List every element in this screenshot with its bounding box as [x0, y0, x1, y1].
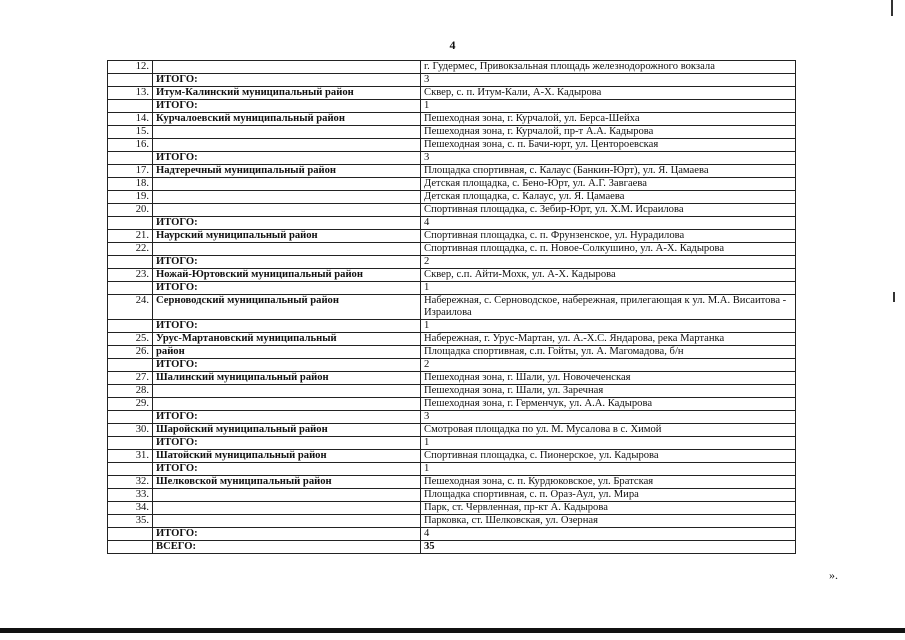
table-row	[108, 424, 796, 437]
table-row	[108, 346, 796, 359]
district-cell	[153, 398, 421, 411]
district-cell	[153, 243, 421, 256]
district-cell: Шалинский муниципальный район	[153, 372, 421, 385]
district-cell: ИТОГО:	[153, 152, 421, 165]
row-number	[108, 100, 153, 113]
location-cell: г. Гудермес, Привокзальная площадь железнодорожного вокзала	[421, 61, 796, 74]
location-cell: 2	[421, 256, 796, 269]
closing-quote-mark: ».	[829, 568, 838, 582]
scan-bottom-edge	[0, 628, 905, 633]
district-cell: ИТОГО:	[153, 528, 421, 541]
row-number	[108, 320, 153, 333]
itogo-row	[108, 411, 796, 424]
table-row	[108, 139, 796, 152]
district-cell	[153, 385, 421, 398]
district-cell: ИТОГО:	[153, 74, 421, 87]
table-row	[108, 113, 796, 126]
row-number: 18.	[108, 178, 153, 191]
district-cell: ИТОГО:	[153, 256, 421, 269]
district-cell: Курчалоевский муниципальный район	[153, 113, 421, 126]
table-row	[108, 502, 796, 515]
row-number: 22.	[108, 243, 153, 256]
district-cell	[153, 139, 421, 152]
itogo-row	[108, 463, 796, 476]
table-row	[108, 204, 796, 217]
itogo-row	[108, 359, 796, 372]
table-row	[108, 87, 796, 100]
row-number: 28.	[108, 385, 153, 398]
district-cell: Шелковской муниципальный район	[153, 476, 421, 489]
row-number: 14.	[108, 113, 153, 126]
location-cell: Площадка спортивная, с. Калаус (Банкин-Юрт), ул. Я. Цамаева	[421, 165, 796, 178]
district-cell: Урус-Мартановский муниципальный	[153, 333, 421, 346]
row-number	[108, 463, 153, 476]
district-cell: Наурский муниципальный район	[153, 230, 421, 243]
district-cell: Шатойский муниципальный район	[153, 450, 421, 463]
itogo-row	[108, 320, 796, 333]
location-cell: 1	[421, 437, 796, 450]
district-cell	[153, 489, 421, 502]
row-number: 29.	[108, 398, 153, 411]
location-cell: Сквер, с.п. Айти-Мохк, ул. А-Х. Кадырова	[421, 269, 796, 282]
row-number: 21.	[108, 230, 153, 243]
district-cell: ИТОГО:	[153, 217, 421, 230]
row-number: 30.	[108, 424, 153, 437]
itogo-row	[108, 528, 796, 541]
table-row	[108, 489, 796, 502]
location-cell: Детская площадка, с. Бено-Юрт, ул. А.Г. Завгаева	[421, 178, 796, 191]
location-cell: Набережная, с. Серноводское, набережная, прилегающая к ул. М.А. Висаитова - Израилова	[421, 295, 796, 320]
location-cell: 1	[421, 282, 796, 295]
district-cell	[153, 191, 421, 204]
table-row	[108, 372, 796, 385]
row-number: 24.	[108, 295, 153, 320]
row-number	[108, 282, 153, 295]
locations-table	[107, 60, 796, 554]
row-number	[108, 437, 153, 450]
row-number	[108, 74, 153, 87]
location-cell: 1	[421, 463, 796, 476]
district-cell	[153, 515, 421, 528]
row-number: 26.	[108, 346, 153, 359]
itogo-row	[108, 256, 796, 269]
table-row	[108, 269, 796, 282]
district-cell: Шаройский муниципальный район	[153, 424, 421, 437]
district-cell: Серноводский муниципальный район	[153, 295, 421, 320]
itogo-row	[108, 74, 796, 87]
location-cell: Пешеходная зона, г. Шали, ул. Заречная	[421, 385, 796, 398]
row-number	[108, 411, 153, 424]
page-number: 4	[449, 38, 456, 52]
district-cell: ИТОГО:	[153, 437, 421, 450]
location-cell: Набережная, г. Урус-Мартан, ул. А.-Х.С. Яндарова, река Мартанка	[421, 333, 796, 346]
scan-mark	[893, 292, 895, 302]
district-cell: ИТОГО:	[153, 320, 421, 333]
location-cell: 3	[421, 152, 796, 165]
row-number: 31.	[108, 450, 153, 463]
district-cell: ИТОГО:	[153, 100, 421, 113]
location-cell: Пешеходная зона, г. Курчалой, пр-т А.А. Кадырова	[421, 126, 796, 139]
district-cell: ВСЕГО:	[153, 541, 421, 554]
table-row	[108, 178, 796, 191]
table-row	[108, 243, 796, 256]
location-cell: Пешеходная зона, с. п. Бачи-юрт, ул. Центороевская	[421, 139, 796, 152]
table-row	[108, 295, 796, 320]
location-cell: Спортивная площадка, с. Зебир-Юрт, ул. Х.М. Исраилова	[421, 204, 796, 217]
district-cell: ИТОГО:	[153, 359, 421, 372]
itogo-row	[108, 437, 796, 450]
location-cell: Смотровая площадка по ул. М. Мусалова в с. Химой	[421, 424, 796, 437]
table-row	[108, 450, 796, 463]
row-number: 33.	[108, 489, 153, 502]
district-cell	[153, 178, 421, 191]
location-cell: 1	[421, 100, 796, 113]
location-cell: Пешеходная зона, с. п. Курдюковское, ул. Братская	[421, 476, 796, 489]
total-row	[108, 541, 796, 554]
district-cell: район	[153, 346, 421, 359]
row-number: 13.	[108, 87, 153, 100]
itogo-row	[108, 100, 796, 113]
table-row	[108, 333, 796, 346]
row-number	[108, 359, 153, 372]
row-number: 16.	[108, 139, 153, 152]
district-cell	[153, 61, 421, 74]
location-cell: Парковка, ст. Шелковская, ул. Озерная	[421, 515, 796, 528]
location-cell: Спортивная площадка, с. п. Новое-Солкушино, ул. А-Х. Кадырова	[421, 243, 796, 256]
table-row	[108, 165, 796, 178]
district-cell	[153, 502, 421, 515]
table-row	[108, 398, 796, 411]
row-number: 27.	[108, 372, 153, 385]
district-cell: ИТОГО:	[153, 282, 421, 295]
location-cell: 1	[421, 320, 796, 333]
location-cell: Площадка спортивная, с.п. Гойты, ул. А. Магомадова, б/н	[421, 346, 796, 359]
row-number	[108, 528, 153, 541]
row-number: 19.	[108, 191, 153, 204]
row-number: 15.	[108, 126, 153, 139]
location-cell: Спортивная площадка, с. Пионерское, ул. Кадырова	[421, 450, 796, 463]
itogo-row	[108, 217, 796, 230]
location-cell: Спортивная площадка, с. п. Фрунзенское, ул. Нурадилова	[421, 230, 796, 243]
location-cell: 35	[421, 541, 796, 554]
district-cell	[153, 204, 421, 217]
location-cell: 3	[421, 74, 796, 87]
table-row	[108, 126, 796, 139]
row-number: 20.	[108, 204, 153, 217]
itogo-row	[108, 282, 796, 295]
itogo-row	[108, 152, 796, 165]
location-cell: Парк, ст. Червленная, пр-кт А. Кадырова	[421, 502, 796, 515]
location-cell: Пешеходная зона, г. Герменчук, ул. А.А. Кадырова	[421, 398, 796, 411]
district-cell: Итум-Калинский муниципальный район	[153, 87, 421, 100]
row-number	[108, 256, 153, 269]
table-row	[108, 191, 796, 204]
location-cell: Площадка спортивная, с. п. Ораз-Аул, ул. Мира	[421, 489, 796, 502]
location-cell: Пешеходная зона, г. Курчалой, ул. Берса-Шейха	[421, 113, 796, 126]
location-cell: 3	[421, 411, 796, 424]
district-cell: Ножай-Юртовский муниципальный район	[153, 269, 421, 282]
location-cell: 4	[421, 528, 796, 541]
table-row	[108, 385, 796, 398]
row-number: 17.	[108, 165, 153, 178]
table-row	[108, 515, 796, 528]
row-number: 35.	[108, 515, 153, 528]
row-number: 12.	[108, 61, 153, 74]
table-row	[108, 476, 796, 489]
location-cell: Детская площадка, с. Калаус, ул. Я. Цамаева	[421, 191, 796, 204]
scan-mark	[891, 0, 893, 16]
table-row	[108, 230, 796, 243]
row-number	[108, 541, 153, 554]
row-number: 32.	[108, 476, 153, 489]
row-number: 25.	[108, 333, 153, 346]
table-row	[108, 61, 796, 74]
row-number	[108, 217, 153, 230]
district-cell	[153, 126, 421, 139]
row-number: 34.	[108, 502, 153, 515]
district-cell: ИТОГО:	[153, 411, 421, 424]
district-cell: Надтеречный муниципальный район	[153, 165, 421, 178]
location-cell: 2	[421, 359, 796, 372]
district-cell: ИТОГО:	[153, 463, 421, 476]
location-cell: Сквер, с. п. Итум-Кали, А-Х. Кадырова	[421, 87, 796, 100]
location-cell: 4	[421, 217, 796, 230]
row-number	[108, 152, 153, 165]
row-number: 23.	[108, 269, 153, 282]
location-cell: Пешеходная зона, г. Шали, ул. Новочеченская	[421, 372, 796, 385]
